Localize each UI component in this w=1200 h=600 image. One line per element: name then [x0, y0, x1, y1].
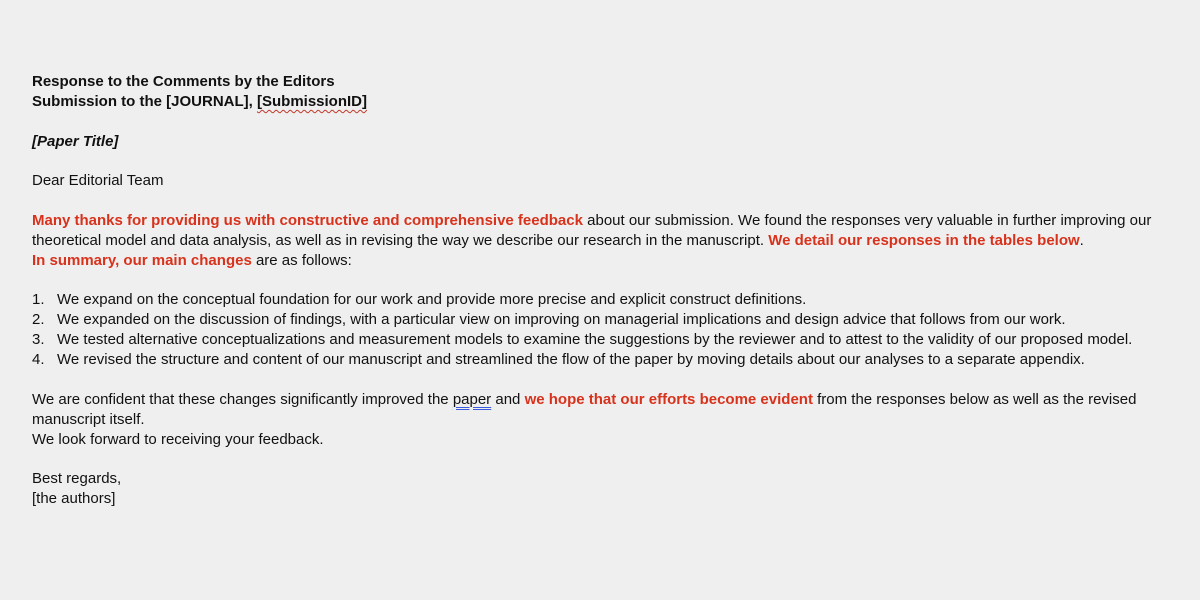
list-item-number: 3.	[32, 331, 45, 348]
paper-word: paper	[452, 390, 492, 408]
list-item	[32, 290, 1182, 310]
list-item-text: We expand on the conceptual foundation for our work and provide more precise and explicit construct definitions.	[57, 291, 807, 308]
closing-and: and	[491, 390, 525, 408]
response-letter	[32, 72, 1182, 509]
list-item	[32, 350, 1182, 370]
list-item	[32, 330, 1182, 350]
submission-id: [SubmissionID]	[257, 93, 368, 110]
submission-line	[32, 92, 1182, 112]
intro-period: .	[1079, 231, 1084, 249]
intro-paragraph	[32, 211, 1182, 271]
intro-text: about our submission. We found the responses very valuable in further improving our theoretical model and data analysis, as well as in revising the way we describe our research in the manuscript.	[32, 211, 1152, 249]
signoff-regards: Best regards,	[32, 470, 122, 487]
list-item-number: 1.	[32, 291, 45, 308]
list-item-text: We revised the structure and content of our manuscript and streamlined the flow of the paper by moving details about our analyses to a separate appendix.	[57, 351, 1085, 368]
list-item-text: We tested alternative conceptualizations and measurement models to examine the suggestions by the reviewer and to attest to the validity of our proposed model.	[57, 331, 1133, 348]
intro-highlight-thanks: Many thanks for providing us with constructive and comprehensive feedback	[32, 211, 583, 229]
list-item-number: 4.	[32, 351, 45, 368]
look-forward-text: We look forward to receiving your feedback.	[32, 430, 324, 448]
greeting: Dear Editorial Team	[32, 172, 164, 189]
response-heading: Response to the Comments by the Editors	[32, 73, 335, 90]
intro-highlight-summary: In summary, our main changes	[32, 251, 252, 269]
changes-list	[32, 290, 1182, 370]
intro-highlight-tables: We detail our responses in the tables below	[768, 231, 1080, 249]
signoff-authors: [the authors]	[32, 490, 116, 507]
closing-rest: from the responses below as well as the revised manuscript itself.	[32, 390, 1137, 428]
intro-follows: are as follows:	[251, 251, 352, 269]
closing-paragraph	[32, 390, 1182, 450]
closing-highlight: we hope that our efforts become evident	[524, 390, 813, 408]
closing-text: We are confident that these changes significantly improved the	[32, 390, 453, 408]
paper-title: [Paper Title]	[32, 132, 119, 150]
submission-journal: Submission to the [JOURNAL],	[32, 93, 257, 110]
list-item-text: We expanded on the discussion of findings, with a particular view on improving on managerial implications and design advice that follows from our work.	[57, 311, 1066, 328]
list-item-number: 2.	[32, 311, 45, 328]
list-item	[32, 310, 1182, 330]
